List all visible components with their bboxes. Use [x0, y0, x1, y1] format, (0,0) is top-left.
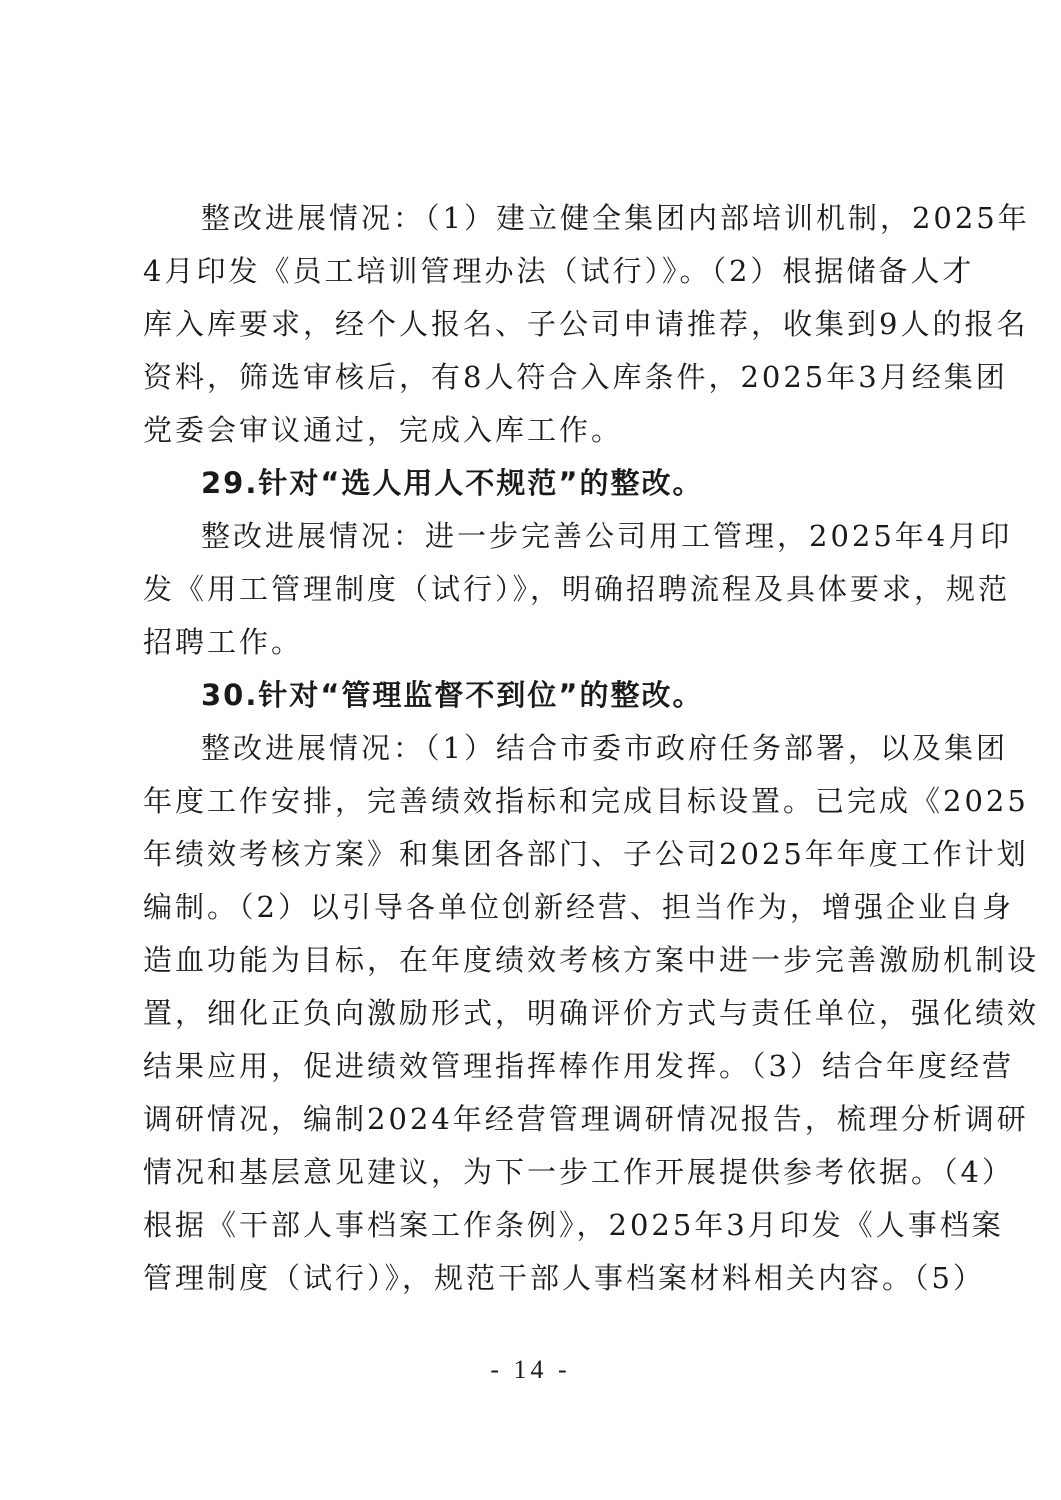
page-number: - 14 -	[490, 1355, 571, 1384]
paragraph-line: 4月印发《员工培训管理办法（试行）》。（2）根据储备人才	[143, 254, 975, 288]
paragraph-line: 整改进展情况：进一步完善公司用工管理，2025年4月印	[201, 519, 1013, 553]
paragraph-line: 置，细化正负向激励形式，明确评价方式与责任单位，强化绩效	[143, 996, 1040, 1030]
paragraph-line: 结果应用，促进绩效管理指挥棒作用发挥。（3）结合年度经营	[143, 1049, 1014, 1083]
paragraph-line: 情况和基层意见建议，为下一步工作开展提供参考依据。（4）	[143, 1155, 1014, 1189]
paragraph-line: 管理制度（试行）》，规范干部人事档案材料相关内容。（5）	[143, 1261, 985, 1295]
document-body	[143, 192, 1040, 1305]
paragraph-line: 根据《干部人事档案工作条例》，2025年3月印发《人事档案	[143, 1208, 1004, 1242]
paragraph-line: 年绩效考核方案》和集团各部门、子公司2025年年度工作计划	[143, 837, 1029, 871]
paragraph-line: 整改进展情况：（1）结合市委市政府任务部署，以及集团	[201, 731, 1008, 765]
section-heading-30: 30.针对“管理监督不到位”的整改。	[201, 678, 704, 712]
paragraph-line: 造血功能为目标，在年度绩效考核方案中进一步完善激励机制设	[143, 943, 1040, 977]
paragraph-line: 发《用工管理制度（试行）》，明确招聘流程及具体要求，规范	[143, 572, 1011, 606]
paragraph-line: 库入库要求，经个人报名、子公司申请推荐，收集到9人的报名	[143, 307, 1029, 341]
paragraph-line: 资料，筛选审核后，有8人符合入库条件，2025年3月经集团	[143, 360, 1008, 394]
paragraph-line: 调研情况，编制2024年经营管理调研情况报告，梳理分析调研	[143, 1102, 1029, 1136]
paragraph-line: 招聘工作。	[143, 625, 304, 659]
paragraph-line: 编制。（2）以引导各单位创新经营、担当作为，增强企业自身	[143, 890, 1014, 924]
paragraph-line: 年度工作安排，完善绩效指标和完成目标设置。已完成《2025	[143, 784, 1029, 818]
section-heading-29: 29.针对“选人用人不规范”的整改。	[201, 466, 704, 500]
paragraph-line: 整改进展情况：（1）建立健全集团内部培训机制，2025年	[201, 201, 1030, 235]
paragraph-line: 党委会审议通过，完成入库工作。	[143, 413, 624, 447]
